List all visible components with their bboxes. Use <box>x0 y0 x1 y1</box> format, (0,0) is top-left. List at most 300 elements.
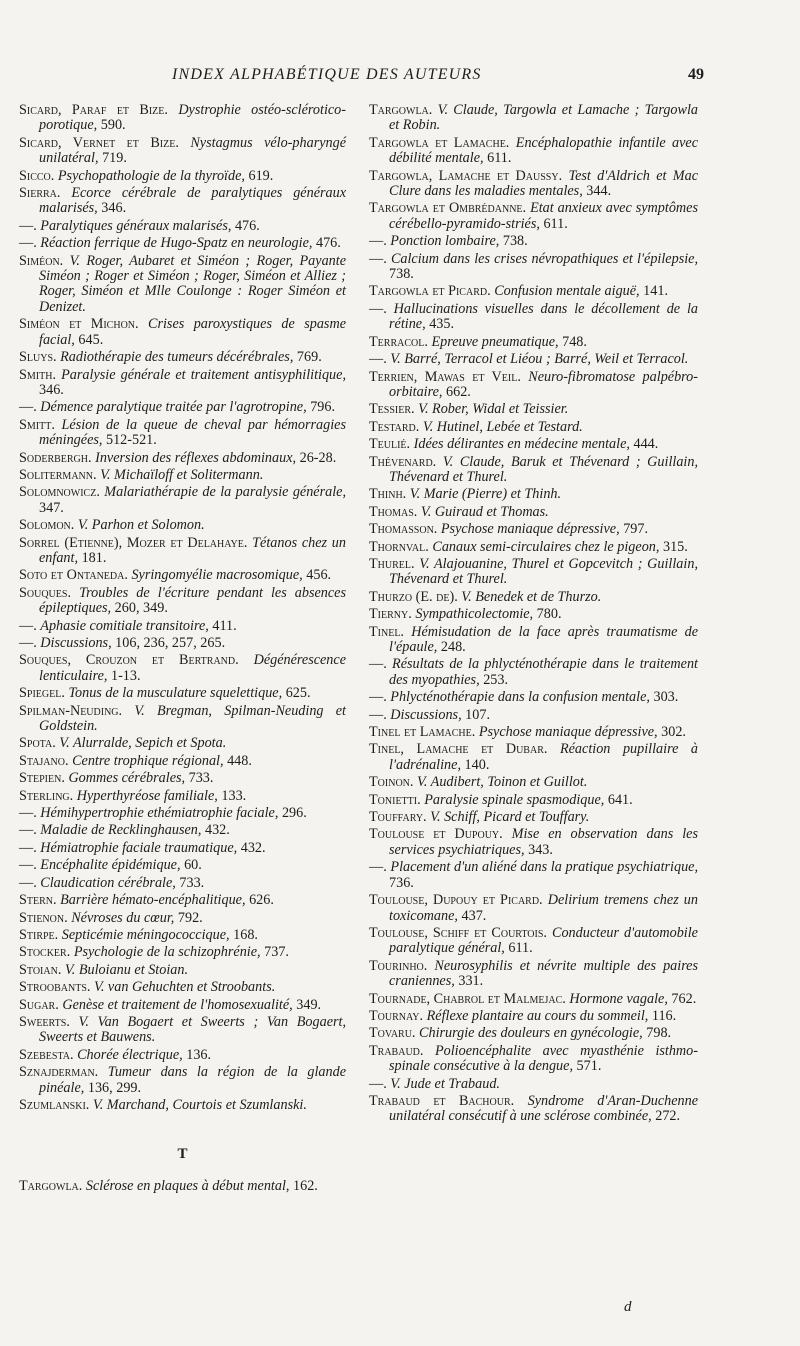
index-entry <box>369 522 698 537</box>
entry-pages: 411. <box>212 617 237 634</box>
entry-pages: 136. <box>186 1046 212 1063</box>
entry-pages: 343. <box>528 841 553 858</box>
index-entry <box>369 926 698 957</box>
index-entry <box>369 742 698 773</box>
entry-title: Dystrophie ostéo-sclérotico-porotique, <box>39 102 347 134</box>
entry-title: Psychologie de la schizophrénie, <box>73 944 261 961</box>
entry-title: Syringomyélie macrosomique, <box>131 567 303 584</box>
left-column <box>19 103 346 1196</box>
entry-pages: 260, 349. <box>114 600 168 617</box>
entry-title: Hémiatrophie faciale traumatique, <box>40 839 238 856</box>
entry-pages: 762. <box>671 990 697 1007</box>
index-entry <box>369 557 698 588</box>
entry-pages: 748. <box>562 333 587 350</box>
entry-title: Lésion de la queue de cheval par hémorragies méningées, <box>39 416 346 449</box>
index-entry <box>19 980 346 995</box>
entry-pages: 619. <box>248 167 274 184</box>
entry-title: Conducteur d'automobile paralytique général, <box>389 924 698 957</box>
entry-title: Encéphalite épidémique, <box>40 857 181 874</box>
index-entry <box>369 793 698 808</box>
entry-title: Paralysie générale et traitement antisyphilitique, <box>61 366 346 383</box>
entry-author: Thurel. <box>369 555 415 572</box>
entry-author: —. <box>369 300 387 317</box>
entry-author: Stocker. <box>19 944 71 961</box>
entry-title: Chirurgie des douleurs en gynécologie, <box>419 1025 643 1042</box>
entry-author: Stern. <box>19 892 57 909</box>
index-entry <box>19 619 346 634</box>
entry-pages: 432. <box>204 822 230 839</box>
entry-author: Stroobants. <box>19 979 91 996</box>
entry-pages: 1-13. <box>110 667 141 684</box>
entry-title: Crises paroxystiques de spasme facial, <box>39 316 346 348</box>
entry-title: Sympathicolectomie, <box>415 606 534 623</box>
entry-title: V. Guiraud et Thomas. <box>420 503 549 520</box>
entry-pages: 476. <box>315 235 341 252</box>
entry-title: Neurosyphilis et névrite multiple des paires craniennes, <box>389 957 699 990</box>
index-entry <box>19 1048 346 1063</box>
entry-title: Résultats de la phlycténothérapie dans le traitement des myopathies, <box>389 656 699 688</box>
entry-author: Tinel et Lamache. <box>369 724 476 741</box>
entry-author: Trabaud et Bachour. <box>369 1092 515 1109</box>
left-entries-s <box>19 103 346 1113</box>
entry-author: Sluys. <box>19 349 57 366</box>
entry-author: Szebesta. <box>19 1046 74 1063</box>
entry-title: V. Bregman, Spilman-Neuding et Goldstein. <box>39 702 347 735</box>
entry-author: Targowla. <box>369 102 433 118</box>
index-entry <box>369 775 698 790</box>
index-entry <box>19 485 346 516</box>
entry-title: V. Audibert, Toinon et Guillot. <box>416 774 588 791</box>
entry-author: —. <box>369 233 387 250</box>
entry-title: Delirium tremens chez un toxicomane, <box>389 892 698 924</box>
entry-pages: 645. <box>78 331 104 348</box>
entry-pages: 296. <box>281 805 307 822</box>
entry-title: Canaux semi-circulaires chez le pigeon, <box>432 538 660 555</box>
entry-pages: 107. <box>465 706 490 723</box>
entry-author: —. <box>19 617 37 634</box>
entry-pages: 331. <box>458 973 484 990</box>
entry-author: Sicco. <box>19 167 55 184</box>
entry-author: —. <box>369 250 387 267</box>
entry-title: Barrière hémato-encéphalitique, <box>60 892 246 909</box>
index-entry <box>19 136 346 167</box>
entry-author: Thinh. <box>369 486 407 503</box>
entry-author: Stoian. <box>19 961 62 978</box>
running-title: INDEX ALPHABÉTIQUE DES AUTEURS <box>172 66 482 83</box>
index-entry <box>19 636 346 651</box>
index-entry <box>19 219 346 234</box>
entry-title: V. Buloianu et Stoian. <box>64 961 189 978</box>
index-entry <box>19 686 346 701</box>
index-entry <box>19 998 346 1013</box>
entry-title: Psychose maniaque dépressive, <box>478 724 658 741</box>
entry-author: Targowla. <box>19 1177 83 1194</box>
section-letter: T <box>177 1146 188 1163</box>
index-entry <box>369 103 698 134</box>
entry-title: Calcium dans les crises névropathiques et l'épilepsie, <box>390 250 699 267</box>
index-entry <box>369 810 698 825</box>
entry-author: Siméon. <box>19 252 64 269</box>
entry-title: Chorée électrique, <box>77 1046 183 1063</box>
index-entry <box>369 437 698 452</box>
entry-pages: 181. <box>81 549 107 566</box>
entry-title: Centre trophique régional, <box>72 752 224 769</box>
entry-author: Smith. <box>19 366 56 383</box>
entry-author: —. <box>369 706 387 723</box>
entry-pages: 272. <box>655 1108 681 1125</box>
index-entry <box>19 254 346 316</box>
entry-title: V. Marchand, Courtois et Szumlanski. <box>92 1096 307 1113</box>
entry-author: —. <box>19 235 37 252</box>
entry-title: Polioencéphalite avec myasthénie isthmo-spinale consécutive à la dengue, <box>389 1042 699 1075</box>
index-entry <box>369 690 698 705</box>
index-entry <box>369 505 698 520</box>
entry-pages: 444. <box>633 436 659 453</box>
entry-title: V. Michaïloff et Solitermann. <box>100 466 264 483</box>
entry-title: Aphasie comitiale transitoire, <box>40 617 209 634</box>
entry-title: V. Jude et Trabaud. <box>390 1075 500 1092</box>
entry-title: Idées délirantes en médecine mentale, <box>413 436 630 453</box>
entry-pages: 611. <box>543 215 568 232</box>
entry-pages: 26-28. <box>299 449 337 466</box>
entry-pages: 797. <box>623 521 649 538</box>
entry-pages: 248. <box>440 639 466 655</box>
entry-author: —. <box>19 857 37 874</box>
index-entry <box>369 607 698 622</box>
entry-pages: 476. <box>234 217 260 234</box>
entry-author: Souques, Crouzon et Bertrand. <box>19 652 239 669</box>
index-entry <box>19 945 346 960</box>
index-entry <box>19 451 346 466</box>
index-entry <box>369 352 698 367</box>
entry-title: Claudication cérébrale, <box>40 874 176 891</box>
index-entry <box>369 487 698 502</box>
entry-author: Targowla et Lamache. <box>369 134 510 151</box>
entry-author: Terrien, Mawas et Veil. <box>369 368 521 385</box>
entry-author: Sorrel (Etienne), Mozer et Delahaye. <box>19 534 248 551</box>
index-entry <box>19 858 346 873</box>
entry-title: V. Alajouanine, Thurel et Gopcevitch ; Guillain, Thévenard et Thurel. <box>389 555 698 588</box>
entry-pages: 106, 236, 257, 265. <box>115 635 226 651</box>
entry-pages: 456. <box>306 567 332 584</box>
entry-author: Sterling. <box>19 787 74 804</box>
entry-author: Trabaud. <box>369 1042 424 1059</box>
entry-author: Spota. <box>19 735 56 752</box>
entry-author: Sicard, Paraf et Bize. <box>19 102 168 118</box>
index-entry <box>19 368 346 399</box>
entry-author: Tourinho. <box>369 957 428 974</box>
entry-title: Gommes cérébrales, <box>68 770 186 787</box>
index-entry <box>19 1015 346 1046</box>
entry-title: Ecorce cérébrale de paralytiques généraux malarisés, <box>39 185 346 217</box>
entry-title: Paralytiques généraux malarisés, <box>40 217 232 234</box>
index-entry <box>19 536 346 567</box>
index-entry <box>369 725 698 740</box>
entry-author: Sznajderman. <box>19 1064 99 1081</box>
entry-title: Réflexe plantaire au cours du sommeil, <box>426 1007 649 1024</box>
index-entry <box>19 704 346 735</box>
entry-title: Phlycténothérapie dans la confusion mentale, <box>390 689 650 706</box>
index-entry <box>19 568 346 583</box>
index-entry <box>19 317 346 348</box>
entry-author: Smitt. <box>19 416 55 433</box>
entry-title: Etat anxieux avec symptômes cérébello-pyramido-striés, <box>389 200 698 232</box>
entry-pages: 303. <box>653 689 679 706</box>
index-entry <box>19 876 346 891</box>
entry-title: Test d'Aldrich et Mac Clure dans les maladies mentales, <box>389 167 698 200</box>
entry-title: Discussions, <box>40 635 112 651</box>
entry-author: Thornval. <box>369 538 429 555</box>
entry-title: Genèse et traitement de l'homosexualité, <box>62 996 293 1013</box>
entry-author: —. <box>19 217 37 234</box>
entry-author: Stienon. <box>19 909 68 926</box>
entry-title: Hémisudation de la face après traumatisme de l'épaule, <box>389 623 699 655</box>
index-entry <box>369 302 698 333</box>
entry-title: V. Hutinel, Lebée et Testard. <box>422 418 583 435</box>
index-entry <box>19 518 346 533</box>
entry-pages: 798. <box>646 1025 672 1042</box>
index-entry <box>19 789 346 804</box>
index-entry <box>369 625 698 656</box>
entry-title: V. van Gehuchten et Stroobants. <box>94 979 276 996</box>
entry-pages: 168. <box>233 926 258 943</box>
index-entry <box>369 540 698 555</box>
entry-pages: 346. <box>39 381 64 398</box>
index-entry <box>369 1044 698 1075</box>
index-entry <box>369 860 698 891</box>
index-entry <box>19 806 346 821</box>
index-entry <box>19 893 346 908</box>
index-entry <box>369 1026 698 1041</box>
entry-pages: 733. <box>188 770 214 787</box>
entry-author: —. <box>19 874 37 891</box>
entry-pages: 435. <box>429 316 455 333</box>
index-entry <box>369 827 698 858</box>
entry-title: Tonus de la musculature squelettique, <box>68 685 283 702</box>
entry-pages: 626. <box>249 892 274 909</box>
entry-author: —. <box>369 656 387 673</box>
entry-author: Sugar. <box>19 996 59 1013</box>
entry-title: Hyperthyréose familiale, <box>76 787 218 804</box>
entry-title: V. Claude, Baruk et Thévenard ; Guillain, Thévenard et Thurel. <box>389 453 698 485</box>
entry-title: Tétanos chez un enfant, <box>39 534 346 566</box>
entry-author: Spilman-Neuding. <box>19 702 123 719</box>
entry-author: Toulouse, Schiff et Courtois. <box>369 924 547 941</box>
entry-author: Solomnowicz. <box>19 484 100 501</box>
index-entry <box>369 455 698 486</box>
entry-title: Tumeur dans la région de la glande pinéale, <box>39 1064 346 1096</box>
entry-author: —. <box>369 1075 387 1092</box>
entry-author: —. <box>19 839 37 856</box>
index-entry <box>19 350 346 365</box>
entry-author: Thomas. <box>369 503 418 520</box>
entry-pages: 116. <box>651 1007 677 1024</box>
entry-pages: 738. <box>389 266 414 283</box>
index-entry <box>19 736 346 751</box>
entry-author: Teulié. <box>369 436 411 453</box>
index-entry <box>369 590 698 605</box>
entry-title: Hallucinations visuelles dans le décollement de la rétine, <box>389 300 699 333</box>
entry-author: Sicard, Vernet et Bize. <box>19 134 179 151</box>
page-header <box>0 66 800 86</box>
entry-author: Targowla et Picard. <box>369 283 491 300</box>
entry-pages: 590. <box>100 117 126 134</box>
entry-pages: 792. <box>177 909 203 926</box>
entry-pages: 315. <box>662 538 688 555</box>
index-entry <box>19 186 346 217</box>
entry-pages: 349. <box>296 996 322 1013</box>
entry-title: Ponction lombaire, <box>390 233 500 250</box>
entry-pages: 736. <box>389 874 414 891</box>
index-entry <box>19 841 346 856</box>
index-entry <box>369 335 698 350</box>
entry-author: Touffary. <box>369 809 427 826</box>
entry-pages: 136, 299. <box>87 1079 142 1096</box>
entry-author: Sierra. <box>19 185 61 202</box>
signature-mark: d <box>624 1299 632 1315</box>
entry-pages: 133. <box>221 787 247 804</box>
entry-pages: 780. <box>536 606 562 623</box>
entry-pages: 347. <box>39 499 64 516</box>
entry-title: Radiothérapie des tumeurs décérébrales, <box>60 349 294 366</box>
entry-author: Stajano. <box>19 752 69 769</box>
index-entry <box>19 236 346 251</box>
entry-pages: 141. <box>643 283 668 300</box>
entry-title: Nystagmus vélo-pharyngé unilatéral, <box>39 134 347 167</box>
entry-pages: 512-521. <box>105 432 157 449</box>
entry-author: Spiegel. <box>19 685 65 702</box>
entry-pages: 769. <box>296 349 322 366</box>
entry-author: Terracol. <box>369 333 428 350</box>
entry-pages: 611. <box>508 940 533 957</box>
entry-title: Démence paralytique traitée par l'agrotropine, <box>40 399 307 416</box>
entry-author: Soto et Ontaneda. <box>19 567 128 584</box>
index-entry <box>19 928 346 943</box>
entry-author: Tournay. <box>369 1007 424 1024</box>
entry-pages: 737. <box>264 944 289 961</box>
index-entry <box>369 992 698 1007</box>
entry-author: Toinon. <box>369 774 414 791</box>
entry-title: Inversion des réflexes abdominaux, <box>95 449 297 466</box>
index-entry <box>19 754 346 769</box>
entry-author: Siméon et Michon. <box>19 316 139 333</box>
entry-title: V. Alurralde, Sepich et Spota. <box>59 735 227 752</box>
entry-title: Placement d'un aliéné dans la pratique psychiatrique, <box>390 859 699 876</box>
entry-author: Thévenard. <box>369 453 437 470</box>
entry-title: Hémihypertrophie ethémiatrophie faciale, <box>40 805 279 822</box>
index-entry <box>369 402 698 417</box>
entry-title: Septicémie méningococcique, <box>61 926 230 943</box>
index-entry <box>369 136 698 167</box>
entry-author: Solitermann. <box>19 466 97 483</box>
entry-title: V. Claude, Targowla et Lamache ; Targowla et Robin. <box>389 102 699 134</box>
entry-title: Psychopathologie de la thyroïde, <box>57 167 245 184</box>
entry-author: Szumlanski. <box>19 1096 90 1113</box>
entry-title: Confusion mentale aiguë, <box>494 283 640 300</box>
index-entry <box>369 1094 698 1125</box>
index-entry <box>19 169 346 184</box>
entry-title: Syndrome d'Aran-Duchenne unilatéral consécutif à une sclérose combinée, <box>389 1092 698 1125</box>
entry-title: Encéphalopathie infantile avec débilité mentale, <box>389 134 699 167</box>
entry-author: —. <box>19 635 37 651</box>
entry-author: Stirpe. <box>19 926 59 943</box>
entry-pages: 437. <box>461 907 487 924</box>
index-entry <box>19 771 346 786</box>
entry-pages: 162. <box>293 1177 318 1194</box>
index-entry <box>19 103 346 134</box>
entry-title: Psychose maniaque dépressive, <box>440 521 620 538</box>
entry-author: Tierny. <box>369 606 412 623</box>
index-entry <box>19 400 346 415</box>
entry-title: Névroses du cœur, <box>71 909 175 926</box>
index-entry <box>369 657 698 688</box>
index-entry <box>369 1009 698 1024</box>
entry-pages: 432. <box>240 839 266 856</box>
index-entry <box>369 252 698 283</box>
entry-author: Thurzo (E. de). <box>369 588 458 605</box>
index-entry <box>369 284 698 299</box>
index-entry <box>369 234 698 249</box>
entry-title: V. Van Bogaert et Sweerts ; Van Bogaert, Sweerts et Bauwens. <box>39 1013 347 1046</box>
entry-pages: 662. <box>446 383 471 400</box>
entry-title: V. Roger, Aubaret et Siméon ; Roger, Payante Siméon ; Roger et Siméon ; Roger, Siméon et Alliez ; Roger, Siméon et Mlle Coulonge : Roger Siméon et Denizet. <box>39 252 347 315</box>
entry-pages: 302. <box>661 724 686 741</box>
index-entry <box>19 1065 346 1096</box>
entry-pages: 738. <box>502 233 528 250</box>
entry-title: Réaction ferrique de Hugo-Spatz en neurologie, <box>40 235 313 252</box>
entry-pages: 140. <box>464 756 490 773</box>
entry-pages: 733. <box>179 874 205 891</box>
entry-pages: 625. <box>285 685 311 702</box>
entry-pages: 796. <box>310 399 336 416</box>
index-entry <box>369 201 698 232</box>
index-entry <box>19 1098 346 1113</box>
entry-author: —. <box>369 689 387 706</box>
entry-title: Mise en observation dans les services psychiatriques, <box>389 826 698 858</box>
entry-title: V. Parhon et Solomon. <box>77 517 205 534</box>
index-entry <box>19 963 346 978</box>
entry-author: —. <box>19 805 37 822</box>
entry-title: Malariathérapie de la paralysie générale, <box>104 484 346 501</box>
entry-author: Solomon. <box>19 517 75 534</box>
entry-author: Targowla, Lamache et Daussy. <box>369 167 563 184</box>
index-entry <box>19 911 346 926</box>
entry-author: —. <box>369 351 387 368</box>
entry-author: Tinel. <box>369 623 404 640</box>
entry-title: Troubles de l'écriture pendant les absences épileptiques, <box>39 584 347 617</box>
index-entry <box>369 893 698 924</box>
right-entries <box>369 103 698 1125</box>
page-number: 49 <box>688 66 704 83</box>
entry-pages: 60. <box>184 857 202 874</box>
entry-author: Testard. <box>369 418 420 435</box>
entry-title: V. Marie (Pierre) et Thinh. <box>409 486 562 503</box>
entry-pages: 571. <box>576 1058 602 1075</box>
entry-author: Souques. <box>19 584 71 601</box>
entry-pages: 344. <box>586 183 612 200</box>
index-entry <box>369 959 698 990</box>
entry-title: V. Barré, Terracol et Liéou ; Barré, Weil et Terracol. <box>390 351 689 368</box>
entry-title: Discussions, <box>390 706 462 723</box>
entry-title: Epreuve pneumatique, <box>431 333 559 350</box>
entry-author: Tessier. <box>369 401 415 418</box>
entry-title: Dégénérescence lenticulaire, <box>39 652 346 684</box>
entry-title: Neuro-fibromatose palpébro-orbitaire, <box>389 368 698 400</box>
entry-author: —. <box>369 859 387 876</box>
entry-author: Tinel, Lamache et Dubar. <box>369 741 548 758</box>
index-entry <box>19 418 346 449</box>
index-entry <box>19 653 346 684</box>
